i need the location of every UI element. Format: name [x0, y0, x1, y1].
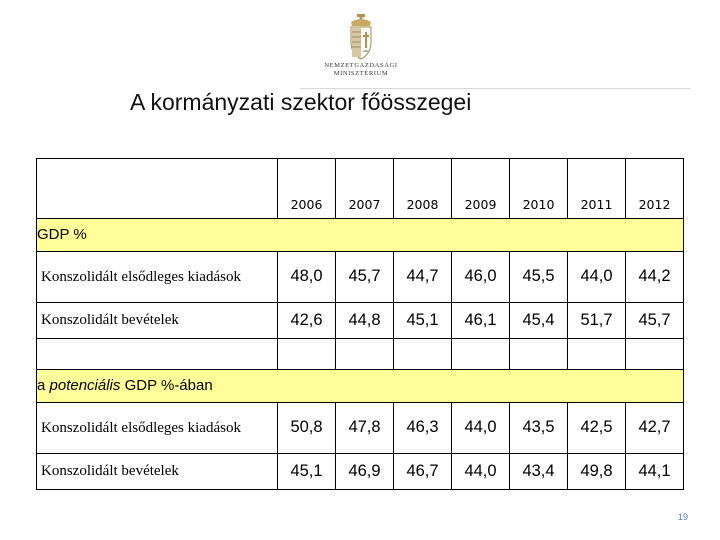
- section-label: a potenciális GDP %-ában: [37, 369, 684, 402]
- year-header: 2006: [278, 159, 336, 219]
- row-label: Konszolidált elsődleges kiadások: [37, 251, 278, 302]
- table-row: [37, 453, 684, 489]
- table-cell: 43,5: [510, 402, 568, 453]
- table-cell: 44,0: [452, 453, 510, 489]
- table-cell: 45,1: [394, 302, 452, 338]
- table-row: [37, 402, 684, 453]
- row-label: Konszolidált bevételek: [37, 302, 278, 338]
- table-row: [37, 251, 684, 302]
- data-table: [36, 158, 684, 490]
- year-header: 2011: [568, 159, 626, 219]
- table-cell: 49,8: [568, 453, 626, 489]
- table-cell: 42,5: [568, 402, 626, 453]
- header-corner-cell: [37, 159, 278, 219]
- row-label: Konszolidált elsődleges kiadások: [37, 402, 278, 453]
- table-cell: 45,4: [510, 302, 568, 338]
- table-cell: 51,7: [568, 302, 626, 338]
- table-cell: 42,6: [278, 302, 336, 338]
- table-cell: 44,0: [452, 402, 510, 453]
- table-cell: 50,8: [278, 402, 336, 453]
- section-row-gdp: [37, 218, 684, 251]
- table-cell: 47,8: [336, 402, 394, 453]
- table-cell: 44,8: [336, 302, 394, 338]
- year-header: 2012: [626, 159, 684, 219]
- table-cell: 45,7: [626, 302, 684, 338]
- page-title: A kormányzati szektor főösszegei: [130, 89, 472, 115]
- table-cell: 48,0: [278, 251, 336, 302]
- year-header: 2007: [336, 159, 394, 219]
- hungarian-coat-of-arms-icon: [346, 14, 376, 60]
- section-row-potential-gdp: [37, 369, 684, 402]
- table-cell: 45,1: [278, 453, 336, 489]
- table-row: [37, 302, 684, 338]
- table-cell: 46,7: [394, 453, 452, 489]
- table-cell: 44,1: [626, 453, 684, 489]
- table-cell: 44,2: [626, 251, 684, 302]
- table-cell: 42,7: [626, 402, 684, 453]
- year-header-row: [37, 159, 684, 219]
- table-cell: 45,7: [336, 251, 394, 302]
- table-cell: 46,1: [452, 302, 510, 338]
- table-cell: 43,4: [510, 453, 568, 489]
- row-label: Konszolidált bevételek: [37, 453, 278, 489]
- ministry-logo: [320, 14, 402, 84]
- year-header: 2010: [510, 159, 568, 219]
- page-number: 19: [678, 512, 689, 522]
- ministry-name: NEMZETGAZDASÁGI MINISZTÉRIUM: [324, 62, 398, 77]
- table-cell: 46,9: [336, 453, 394, 489]
- table-cell: 45,5: [510, 251, 568, 302]
- section-label: GDP %: [37, 218, 684, 251]
- table-cell: 44,7: [394, 251, 452, 302]
- table-cell: 46,3: [394, 402, 452, 453]
- year-header: 2008: [394, 159, 452, 219]
- spacer-row: [37, 338, 684, 369]
- year-header: 2009: [452, 159, 510, 219]
- table-cell: 44,0: [568, 251, 626, 302]
- table-cell: 46,0: [452, 251, 510, 302]
